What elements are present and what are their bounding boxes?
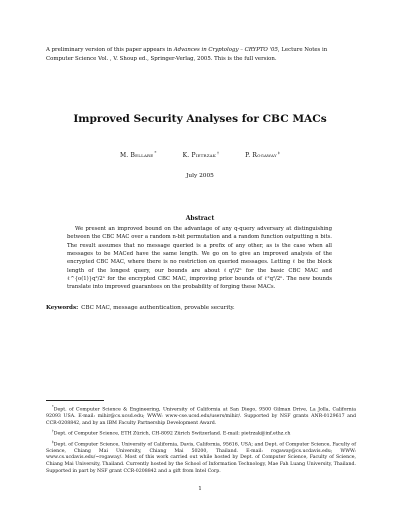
- abstract-body: [67, 225, 332, 292]
- footnote: [46, 428, 356, 438]
- footnote-rule: [46, 400, 104, 401]
- footnote-mark: †: [52, 428, 54, 433]
- publication-note-suffix: , Lecture Notes in Computer Science Vol. , V. Shoup ed., Springer-Verlag, 2005. This is the full version.: [46, 47, 328, 62]
- footnote-mark: *: [52, 405, 54, 409]
- keywords-line: [46, 305, 356, 311]
- author-name: P. Rogaway: [245, 152, 277, 159]
- abstract-text: We present an improved bound on the advantage of any q-query adversary at distinguishing between the CBC MAC over a random n-bit permutation and a random function outputting n bits. The result assumes that no message queried is a prefix of any other, as is the case when all messages to be MACed have the same length. We go on to give an improved analysis of the encrypted CBC MAC, where there is no restriction on queried messages. Letting ℓ be the block length of the longest query, our bounds are about ℓq²/2ⁿ for the basic CBC MAC and ℓ^{o(1)}q²/2ⁿ for the encrypted CBC MAC, improving prior bounds of ℓ²q²/2ⁿ. The new bounds translate into improved guarantees on the probability of forging these MACs.: [67, 226, 332, 291]
- author: [183, 150, 220, 159]
- footnote-mark: ‡: [52, 439, 54, 444]
- footnotes: [46, 404, 356, 476]
- paper-title: Improved Security Analyses for CBC MACs: [73, 113, 327, 125]
- author: [245, 150, 280, 159]
- page-number: 1: [198, 486, 202, 492]
- footnote: [46, 439, 356, 476]
- publication-venue: Advances in Cryptology – CRYPTO '05: [173, 47, 278, 53]
- publication-note: [46, 46, 356, 63]
- author-list: [0, 150, 400, 159]
- footnote: [46, 404, 356, 427]
- footnote-text: Dept. of Computer Science, ETH Zürich, CH-8092 Zürich Switzerland. E-mail: pietrzak@inf.ethz.ch: [53, 431, 291, 437]
- author-footnote-mark: †: [216, 150, 220, 155]
- author: [120, 150, 157, 159]
- paper-date: July 2005: [186, 173, 214, 179]
- author-footnote-mark: *: [154, 150, 157, 155]
- author-footnote-mark: ‡: [277, 150, 281, 155]
- footnote-text: Dept. of Computer Science, University of California, Davis, California, 95616, USA; and Dept. of Computer Science, Faculty of Science, Chiang Mai University, Chiang Mai 50200, Thailand. E-mail: rogaway@cs.ucdavis.edu; WWW: www.cs.ucdavis.edu/~rogaway/. Most of this work carried out while hosted by Dept. of Computer Science, Faculty of Science, Chiang Mai University, Thailand. Currently hosted by the School of Information Technology, Mae Fah Luang University, Thailand. Supported in part by NSF grant CCR-0208842 and a gift from Intel Corp.: [46, 442, 356, 474]
- keywords-label: Keywords:: [46, 305, 79, 311]
- publication-note-prefix: A preliminary version of this paper appears in: [46, 47, 174, 53]
- abstract-heading: Abstract: [185, 215, 215, 222]
- author-name: K. Pietrzak: [182, 152, 216, 159]
- keywords-text: CBC MAC, message authentication, provable security.: [81, 305, 235, 311]
- footnote-text: Dept. of Computer Science & Engineering, University of California at San Diego, 9500 Gilman Drive, La Jolla, California 92093 USA. E-mail: mihir@cs.ucsd.edu; WWW: www-cse.ucsd.edu/users/mihir/. Supported by NSF grants ANR-0129617 and CCR-0208842, and by an IBM Faculty Partnership Development Award.: [46, 407, 356, 426]
- author-name: M. Bellare: [119, 152, 154, 159]
